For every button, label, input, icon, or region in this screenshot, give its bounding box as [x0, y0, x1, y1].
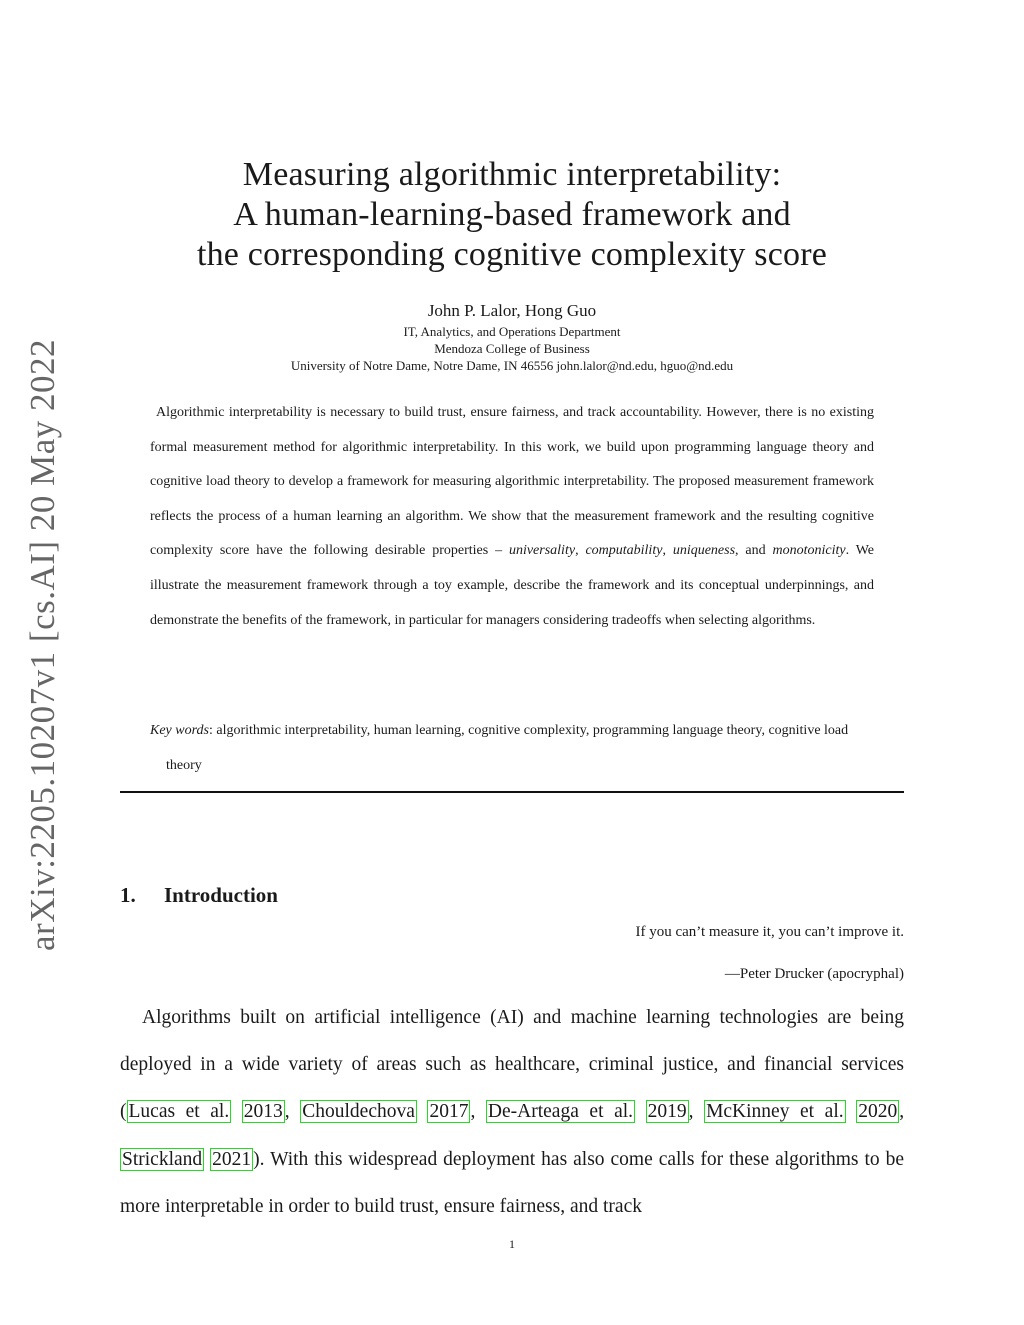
- separator: ,: [284, 1101, 301, 1123]
- citation-year-link[interactable]: 2020: [858, 1101, 898, 1123]
- author-names: John P. Lalor, Hong Guo: [427, 301, 597, 320]
- abstract-text-start: Algorithmic interpretability is necessary to build trust, ensure fairness, and track accountability. However, there is no existing formal measurement method for algorithmic interpretability. In this work, we build upon programming language theory and cognitive load theory to develop a framework for measuring algorithmic interpretability. The proposed measurement framework reflects the process of a human learning an algorithm. We show that the measurement framework and the resulting cognitive complexity score have the following desirable properties –: [150, 405, 874, 559]
- separator: ,: [662, 543, 673, 559]
- arxiv-identifier[interactable]: arXiv:2205.10207v1 [cs.AI] 20 May 2022: [23, 339, 62, 951]
- keywords-colon: :: [208, 723, 217, 738]
- affiliation: [0, 323, 1024, 374]
- arxiv-stamp: [10, 339, 76, 951]
- paper-title: [0, 155, 1024, 275]
- body-text-end: ). With this widespread deployment has also come calls for these algorithms to be more interpretable in order to build trust, ensure fairness, and track: [120, 1148, 905, 1217]
- separator: ,: [470, 1101, 486, 1123]
- page-number: 1: [509, 1237, 515, 1251]
- epigraph-quote: If you can’t measure it, you can’t improve it.: [635, 924, 904, 940]
- property-monotonicity: monotonicity: [772, 543, 846, 559]
- title-line-2: A human-learning-based framework and: [233, 196, 791, 233]
- separator: ,: [688, 1101, 705, 1123]
- keywords: [150, 714, 874, 783]
- title-line-3: the corresponding cognitive complexity score: [196, 236, 828, 273]
- property-uniqueness: uniqueness: [672, 543, 736, 559]
- citation-year-link[interactable]: 2021: [212, 1148, 252, 1170]
- section-heading: [120, 880, 278, 910]
- epigraph-attribution: —Peter Drucker (apocryphal): [724, 966, 904, 982]
- abstract-paragraph: [150, 396, 874, 638]
- affiliation-college: Mendoza College of Business: [434, 341, 590, 356]
- citation-year-link[interactable]: 2017: [429, 1101, 469, 1123]
- citation-link[interactable]: McKinney et al.: [706, 1101, 844, 1123]
- abstract: [150, 396, 874, 638]
- affiliation-department: IT, Analytics, and Operations Department: [403, 324, 621, 339]
- citation-link[interactable]: De-Arteaga et al.: [487, 1101, 634, 1123]
- property-computability: computability: [585, 543, 663, 559]
- body-paragraph: [120, 994, 904, 1230]
- title-line-1: Measuring algorithmic interpretability:: [242, 156, 782, 193]
- keywords-label: Key words: [150, 723, 209, 738]
- body-text-start: Algorithms built on artificial intelligence (AI) and machine learning technologies are being deployed in a wide variety of areas such as healthcare, criminal justice, and financial services (: [120, 1007, 904, 1123]
- citation-year-link[interactable]: 2013: [243, 1101, 283, 1123]
- affiliation-university: University of Notre Dame, Notre Dame, IN 46556 john.lalor@nd.edu, hguo@nd.edu: [290, 358, 734, 373]
- section-number: 1.: [120, 883, 136, 907]
- citation-link[interactable]: Lucas et al.: [128, 1101, 230, 1123]
- horizontal-rule: [120, 791, 904, 793]
- separator: , and: [735, 543, 773, 559]
- keywords-text: algorithmic interpretability, human learning, cognitive complexity, programming language theory, cognitive load theory: [166, 723, 849, 773]
- separator: ,: [575, 543, 586, 559]
- citation-year-link[interactable]: 2019: [647, 1101, 687, 1123]
- citation-link[interactable]: Chouldechova: [302, 1101, 415, 1123]
- separator: ,: [899, 1101, 905, 1123]
- citation-link[interactable]: Strickland: [122, 1148, 203, 1170]
- abstract-text-end: . We illustrate the measurement framework through a toy example, describe the framework and its conceptual underpinnings, and demonstrate the benefits of the framework, in particular for managers considering tradeoffs when selecting algorithms.: [150, 543, 875, 628]
- section-title: Introduction: [164, 883, 278, 907]
- property-universality: universality: [508, 543, 576, 559]
- introduction-body: [120, 994, 904, 1230]
